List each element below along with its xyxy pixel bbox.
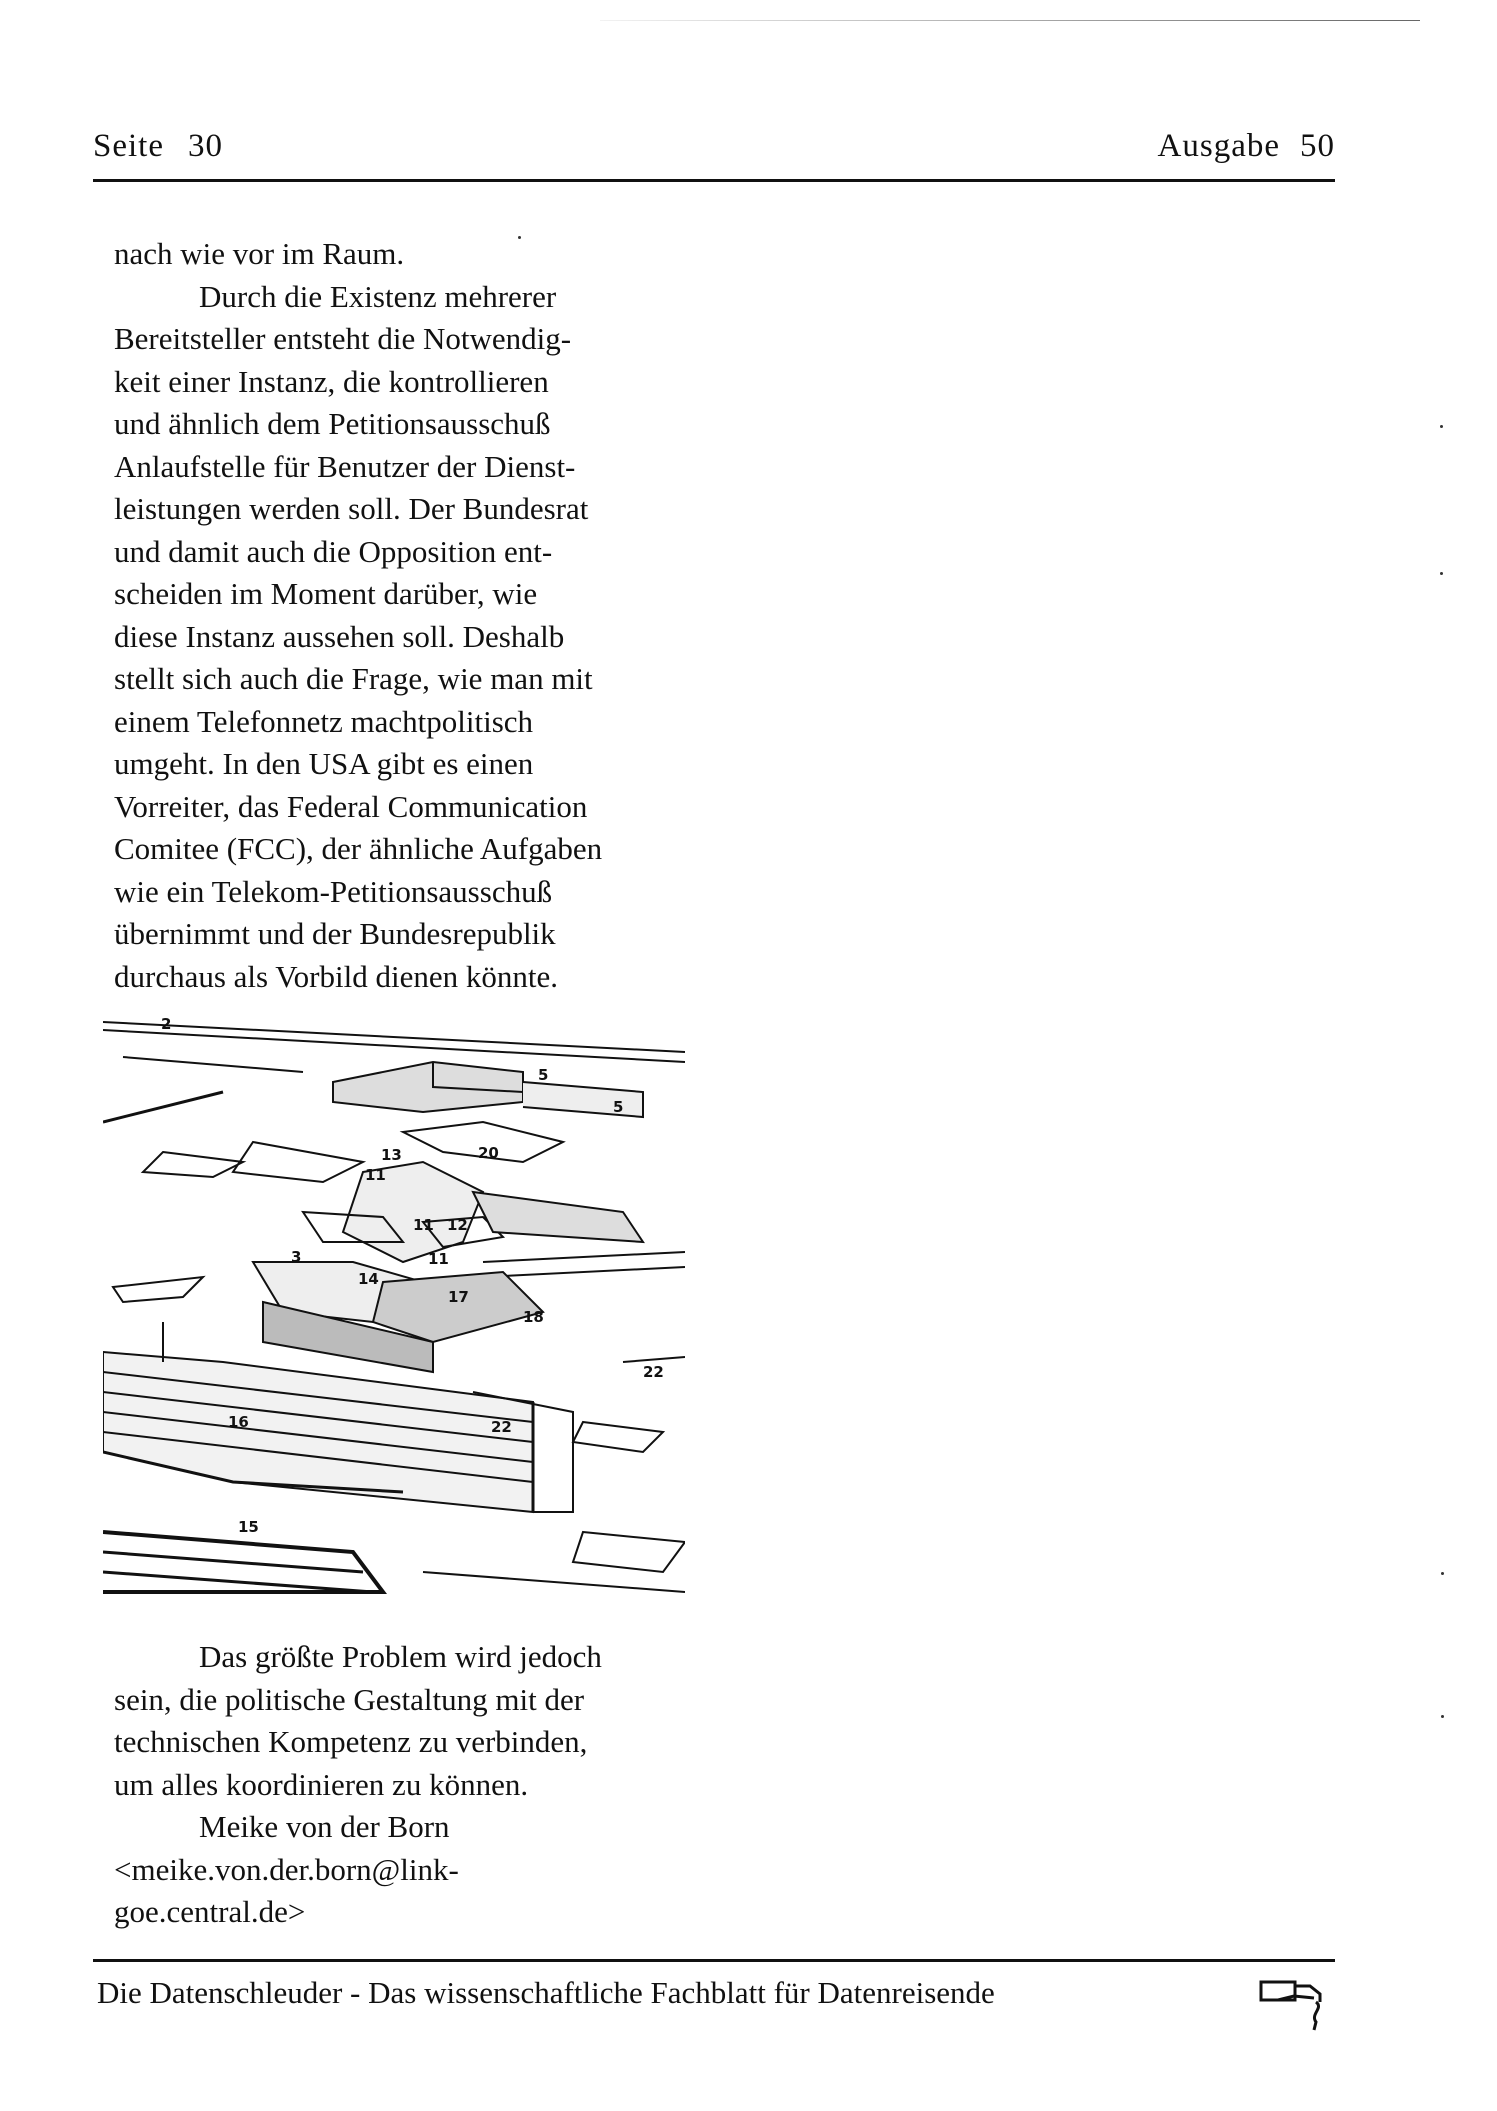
footer-rule [93,1959,1335,1962]
text-line: leistungen werden soll. Der Bundesrat [114,491,589,526]
author-name: Meike von der Born [199,1809,450,1844]
figure-label: 20 [478,1144,499,1162]
figure-label: 3 [291,1248,302,1266]
scan-speck [1441,1715,1444,1718]
figure-label: 14 [358,1270,379,1288]
figure-label: 22 [643,1363,664,1381]
text-line: Anlaufstelle für Benutzer der Dienst- [114,448,576,484]
page-number: 30 [187,128,223,164]
figure-label: 11 [428,1250,449,1268]
issue-number: 50 [1300,128,1335,164]
figure-label: 11 [365,1166,386,1184]
text-line: Comitee (FCC), der ähnliche Aufgaben [114,831,603,866]
text-line: scheiden im Moment darüber, wie [114,576,538,611]
text-line: nach wie vor im Raum. [114,236,405,271]
text-line: sein, die politische Gestaltung mit der [114,1681,585,1717]
figure-label: 2 [161,1015,172,1033]
page-label: Seite [93,128,164,164]
figure-label: 13 [381,1146,402,1164]
figure-label: 5 [538,1066,549,1084]
figure-label: 17 [448,1288,469,1306]
author-email-line: goe.central.de> [114,1894,306,1929]
text-line: um alles koordinieren zu können. [114,1766,529,1802]
scan-speck [518,236,521,239]
footer-text: Die Datenschleuder - Das wissenschaftliche Fachblatt für Datenreisende [97,1975,995,2010]
text-line: umgeht. In den USA gibt es einen [114,746,534,781]
figure-label: 22 [491,1418,512,1436]
text-line: stellt sich auch die Frage, wie man mit [114,661,593,696]
text-line: technischen Kompetenz zu verbinden, [114,1724,588,1759]
figure-label: 16 [228,1413,249,1431]
scan-speck [1440,572,1443,575]
scan-artifact-line [600,20,1420,21]
text-line: und ähnlich dem Petitionsausschuß [114,406,551,441]
figure-label: 18 [523,1308,544,1326]
scan-speck [1441,1572,1444,1575]
text-line: diese Instanz aussehen soll. Deshalb [114,618,565,654]
author-email-line: <meike.von.der.born@link- [114,1851,459,1887]
article-text-bottom [114,1636,694,1934]
text-line: Bereitsteller entsteht die Notwendig- [114,321,572,356]
text-line: übernimmt und der Bundesrepublik [114,916,556,951]
article-text-top [114,233,694,998]
text-line: und damit auch die Opposition ent- [114,533,553,569]
text-line: wie ein Telekom-Petitionsausschuß [114,873,553,909]
text-line: einem Telefonnetz machtpolitisch [114,703,534,739]
header-rule [93,179,1335,182]
figure-label: 5 [613,1098,624,1116]
text-line: Durch die Existenz mehrerer [199,278,557,314]
issue-block [1158,128,1335,165]
text-line: keit einer Instanz, die kontrollieren [114,363,549,399]
figure-label: 11 [413,1216,434,1234]
page-number-block [93,128,223,165]
issue-label: Ausgabe [1157,128,1280,164]
chaos-knoten-logo-icon [1258,1972,1330,2032]
text-line: Vorreiter, das Federal Communication [114,788,588,824]
figure-label: 15 [238,1518,259,1536]
figure-label: 12 [447,1216,468,1234]
text-line: Das größte Problem wird jedoch [199,1639,602,1674]
scan-speck [1440,425,1443,428]
page-header [93,128,1335,178]
airport-illustration [103,1012,685,1612]
text-line: durchaus als Vorbild dienen könnte. [114,958,558,994]
